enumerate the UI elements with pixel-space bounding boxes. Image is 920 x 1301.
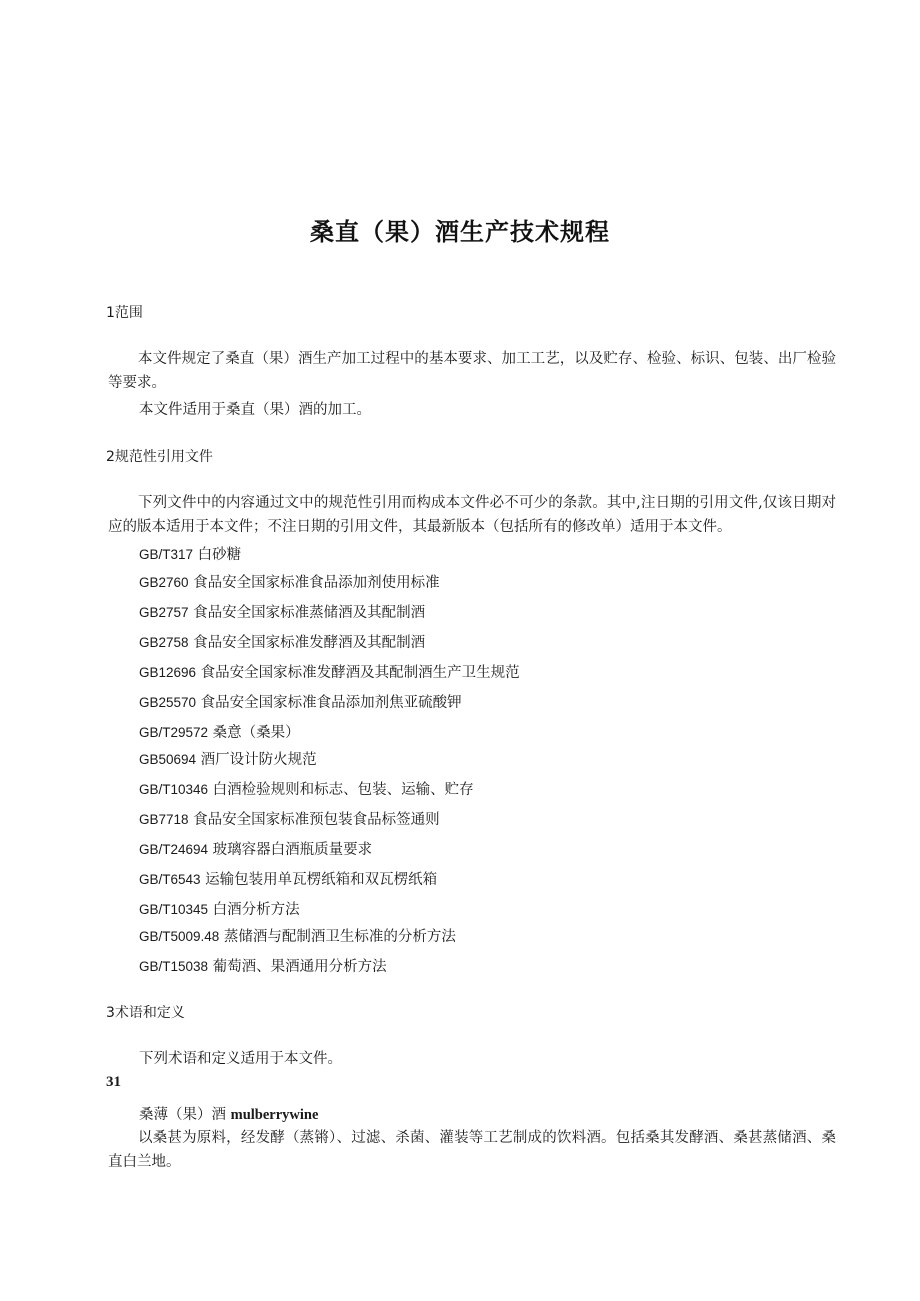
- reference-item: [139, 868, 437, 889]
- reference-title: 食品安全国家标准发酵酒及其配制酒: [193, 635, 426, 651]
- reference-code: GB/T10345: [139, 902, 209, 917]
- reference-code: GB25570: [139, 695, 197, 710]
- reference-title: 酒厂设计防火规范: [200, 752, 317, 768]
- reference-code: GB50694: [139, 752, 197, 767]
- reference-title: 蒸储酒与配制酒卫生标准的分析方法: [223, 929, 456, 945]
- reference-code: GB/T29572: [139, 725, 209, 740]
- reference-item: [139, 898, 300, 919]
- reference-title: 食品安全国家标准蒸储酒及其配制酒: [193, 605, 426, 621]
- reference-title: 葡萄酒、果酒通用分析方法: [212, 959, 387, 975]
- reference-code: GB7718: [139, 812, 189, 827]
- reference-code: GB/T15038: [139, 959, 209, 974]
- scope-paragraph-1: 本文件规定了桑直（果）酒生产加工过程中的基本要求、加工工艺，以及贮存、检验、标识、包装、出厂检验等要求。: [108, 351, 836, 391]
- reference-code: GB/T5009.48: [139, 929, 220, 944]
- reference-code: GB2757: [139, 605, 189, 620]
- reference-item: [139, 955, 387, 976]
- reference-item: [139, 631, 425, 652]
- section-heading-normative: 2规范性引用文件: [106, 449, 213, 465]
- document-title: 桑直（果）酒生产技术规程: [310, 218, 610, 246]
- reference-title: 食品安全国家标准食品添加剂使用标准: [193, 575, 440, 591]
- reference-code: GB2760: [139, 575, 189, 590]
- reference-item: [139, 661, 520, 682]
- reference-title: 桑意（桑果）: [212, 725, 300, 741]
- reference-item: [139, 925, 456, 946]
- reference-item: [139, 838, 372, 859]
- reference-item: [139, 543, 241, 564]
- reference-item: [139, 808, 440, 829]
- reference-code: GB/T317: [139, 547, 194, 562]
- reference-item: [139, 721, 300, 742]
- terms-intro: 下列术语和定义适用于本文件。: [139, 1051, 342, 1067]
- reference-code: GB/T10346: [139, 782, 209, 797]
- reference-code: GB/T24694: [139, 842, 209, 857]
- reference-code: GB12696: [139, 665, 197, 680]
- term-english: mulberrywine: [230, 1107, 319, 1123]
- reference-title: 玻璃容器白酒瓶质量要求: [212, 842, 373, 858]
- scope-paragraph-2: 本文件适用于桑直（果）酒的加工。: [139, 402, 371, 418]
- section-heading-scope: 1范围: [106, 305, 143, 321]
- reference-title: 运输包装用单瓦楞纸箱和双瓦楞纸箱: [205, 872, 438, 888]
- reference-code: GB2758: [139, 635, 189, 650]
- reference-title: 食品安全国家标准预包装食品标签通则: [193, 812, 440, 828]
- reference-item: [139, 571, 440, 592]
- reference-title: 食品安全国家标准食品添加剂焦亚硫酸钾: [200, 695, 462, 711]
- normative-intro-paragraph: 下列文件中的内容通过文中的规范性引用而构成本文件必不可少的条款。其中,注日期的引用文件,仅该日期对应的版本适用于本文件；不注日期的引用文件，其最新版本（包括所有的修改单）适用于本文件。: [108, 495, 836, 535]
- reference-title: 白酒检验规则和标志、包装、运输、贮存: [212, 782, 474, 798]
- reference-title: 白砂糖: [197, 547, 242, 563]
- section-heading-terms: 3术语和定义: [106, 1005, 185, 1021]
- reference-title: 食品安全国家标准发酵酒及其配制酒生产卫生规范: [200, 665, 520, 681]
- term-chinese: 桑薄（果）酒: [139, 1107, 226, 1123]
- reference-item: [139, 778, 474, 799]
- reference-code: GB/T6543: [139, 872, 201, 887]
- reference-item: [139, 601, 425, 622]
- term-entry: [139, 1103, 318, 1124]
- reference-item: [139, 748, 317, 769]
- reference-item: [139, 691, 462, 712]
- reference-title: 白酒分析方法: [212, 902, 300, 918]
- clause-number: 31: [106, 1074, 121, 1090]
- term-definition: 以桑甚为原料，经发酵（蒸锵）、过滤、杀菌、灌装等工艺制成的饮料酒。包括桑其发酵酒、桑甚蒸储酒、桑直白兰地。: [108, 1130, 836, 1170]
